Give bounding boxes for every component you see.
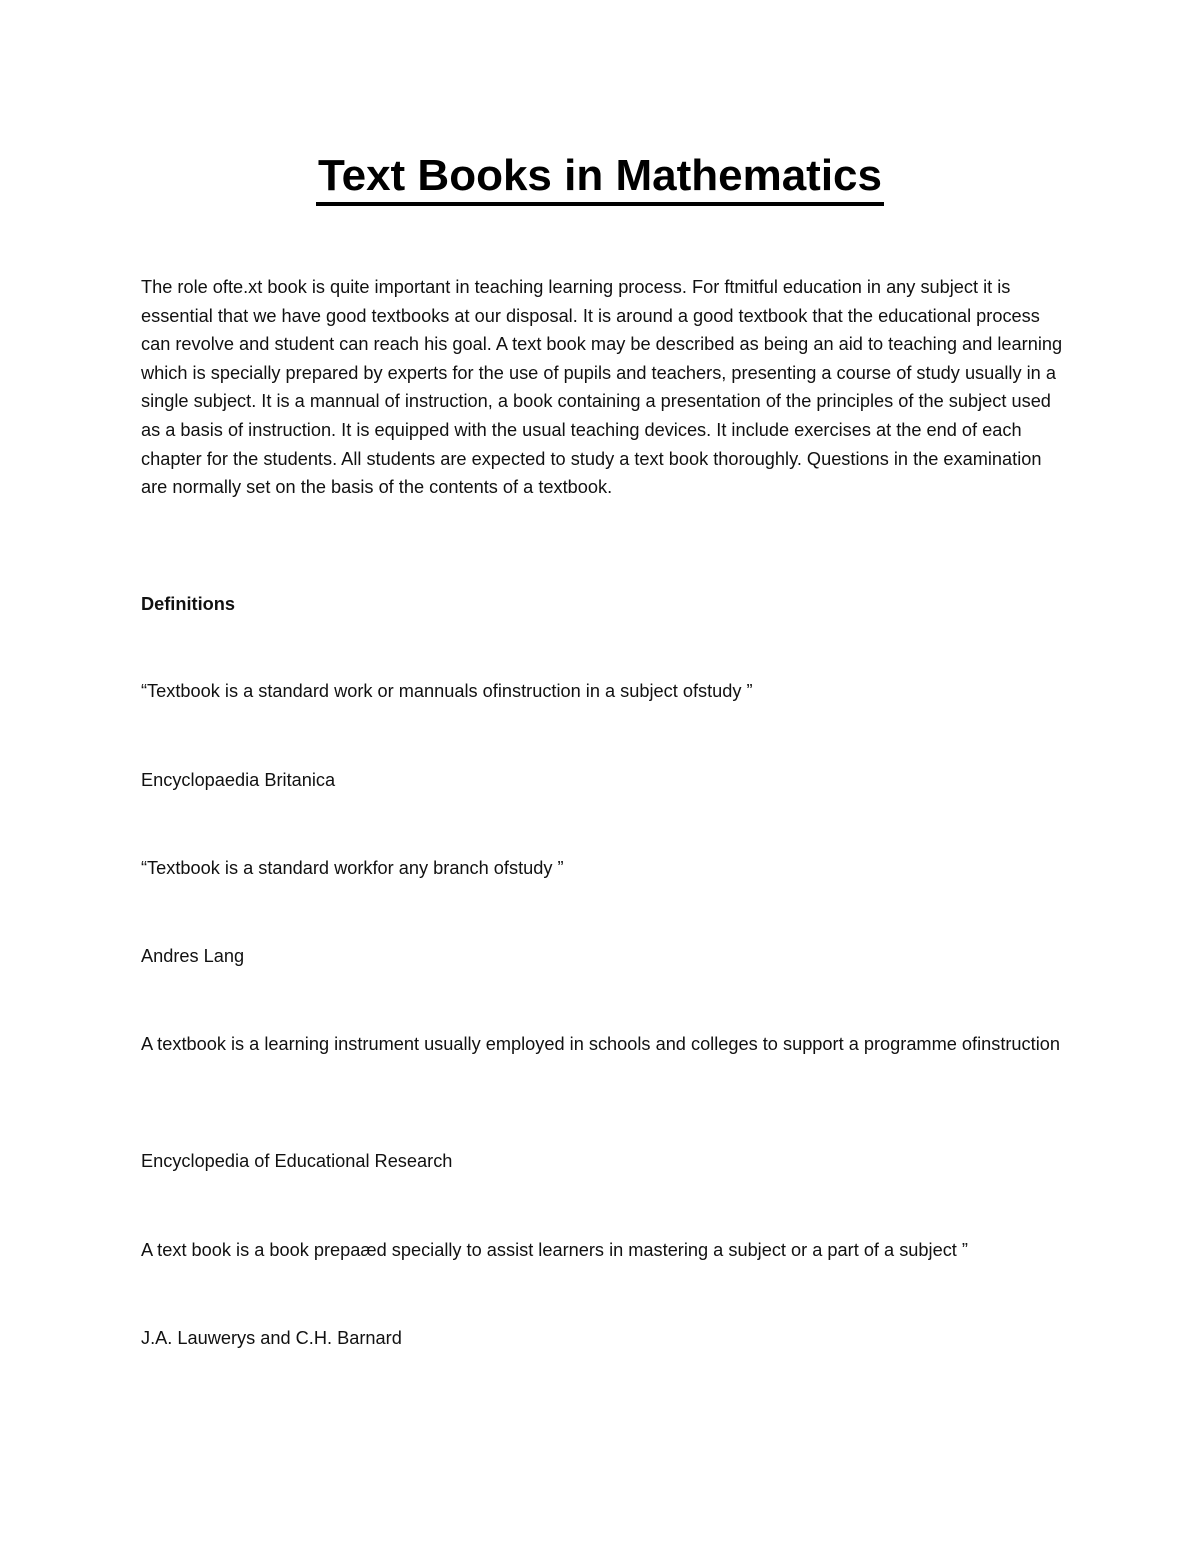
intro-paragraph: The role ofte.xt book is quite important in teaching learning process. For ftmitful education in any subject it is essential that we have good textbooks at our disposal. It is around a good textbook that the educational process can revolve and student can reach his goal. A text book may be described as being an aid to teaching and learning which is specially prepared by experts for the use of pupils and teachers, presenting a course of study usually in a single subject. It is a mannual of instruction, a book containing a presentation of the principles of the subject used as a basis of instruction. It is equipped with the usual teaching devices. It include exercises at the end of each chapter for the students. All students are expected to study a text book thoroughly. Questions in the examination are normally set on the basis of the contents of a textbook. <box>141 277 1063 498</box>
document-title: Text Books in Mathematics <box>316 150 884 206</box>
definition-quote: A text book is a book prepaæd specially to assist learners in mastering a subject or a part of a subject ” <box>141 1240 968 1260</box>
definition-source: J.A. Lauwerys and C.H. Barnard <box>141 1328 402 1348</box>
definition-quote: A textbook is a learning instrument usually employed in schools and colleges to support a programme ofinstruction <box>141 1034 1060 1054</box>
definition-quote: “Textbook is a standard work or mannuals ofinstruction in a subject ofstudy ” <box>141 681 753 701</box>
definition-quote: “Textbook is a standard workfor any branch ofstudy ” <box>141 858 564 878</box>
title-container <box>0 150 1200 206</box>
definition-source: Encyclopaedia Britanica <box>141 770 336 790</box>
definition-source: Encyclopedia of Educational Research <box>141 1151 453 1171</box>
definitions-heading: Definitions <box>141 594 235 614</box>
definition-source: Andres Lang <box>141 946 245 966</box>
